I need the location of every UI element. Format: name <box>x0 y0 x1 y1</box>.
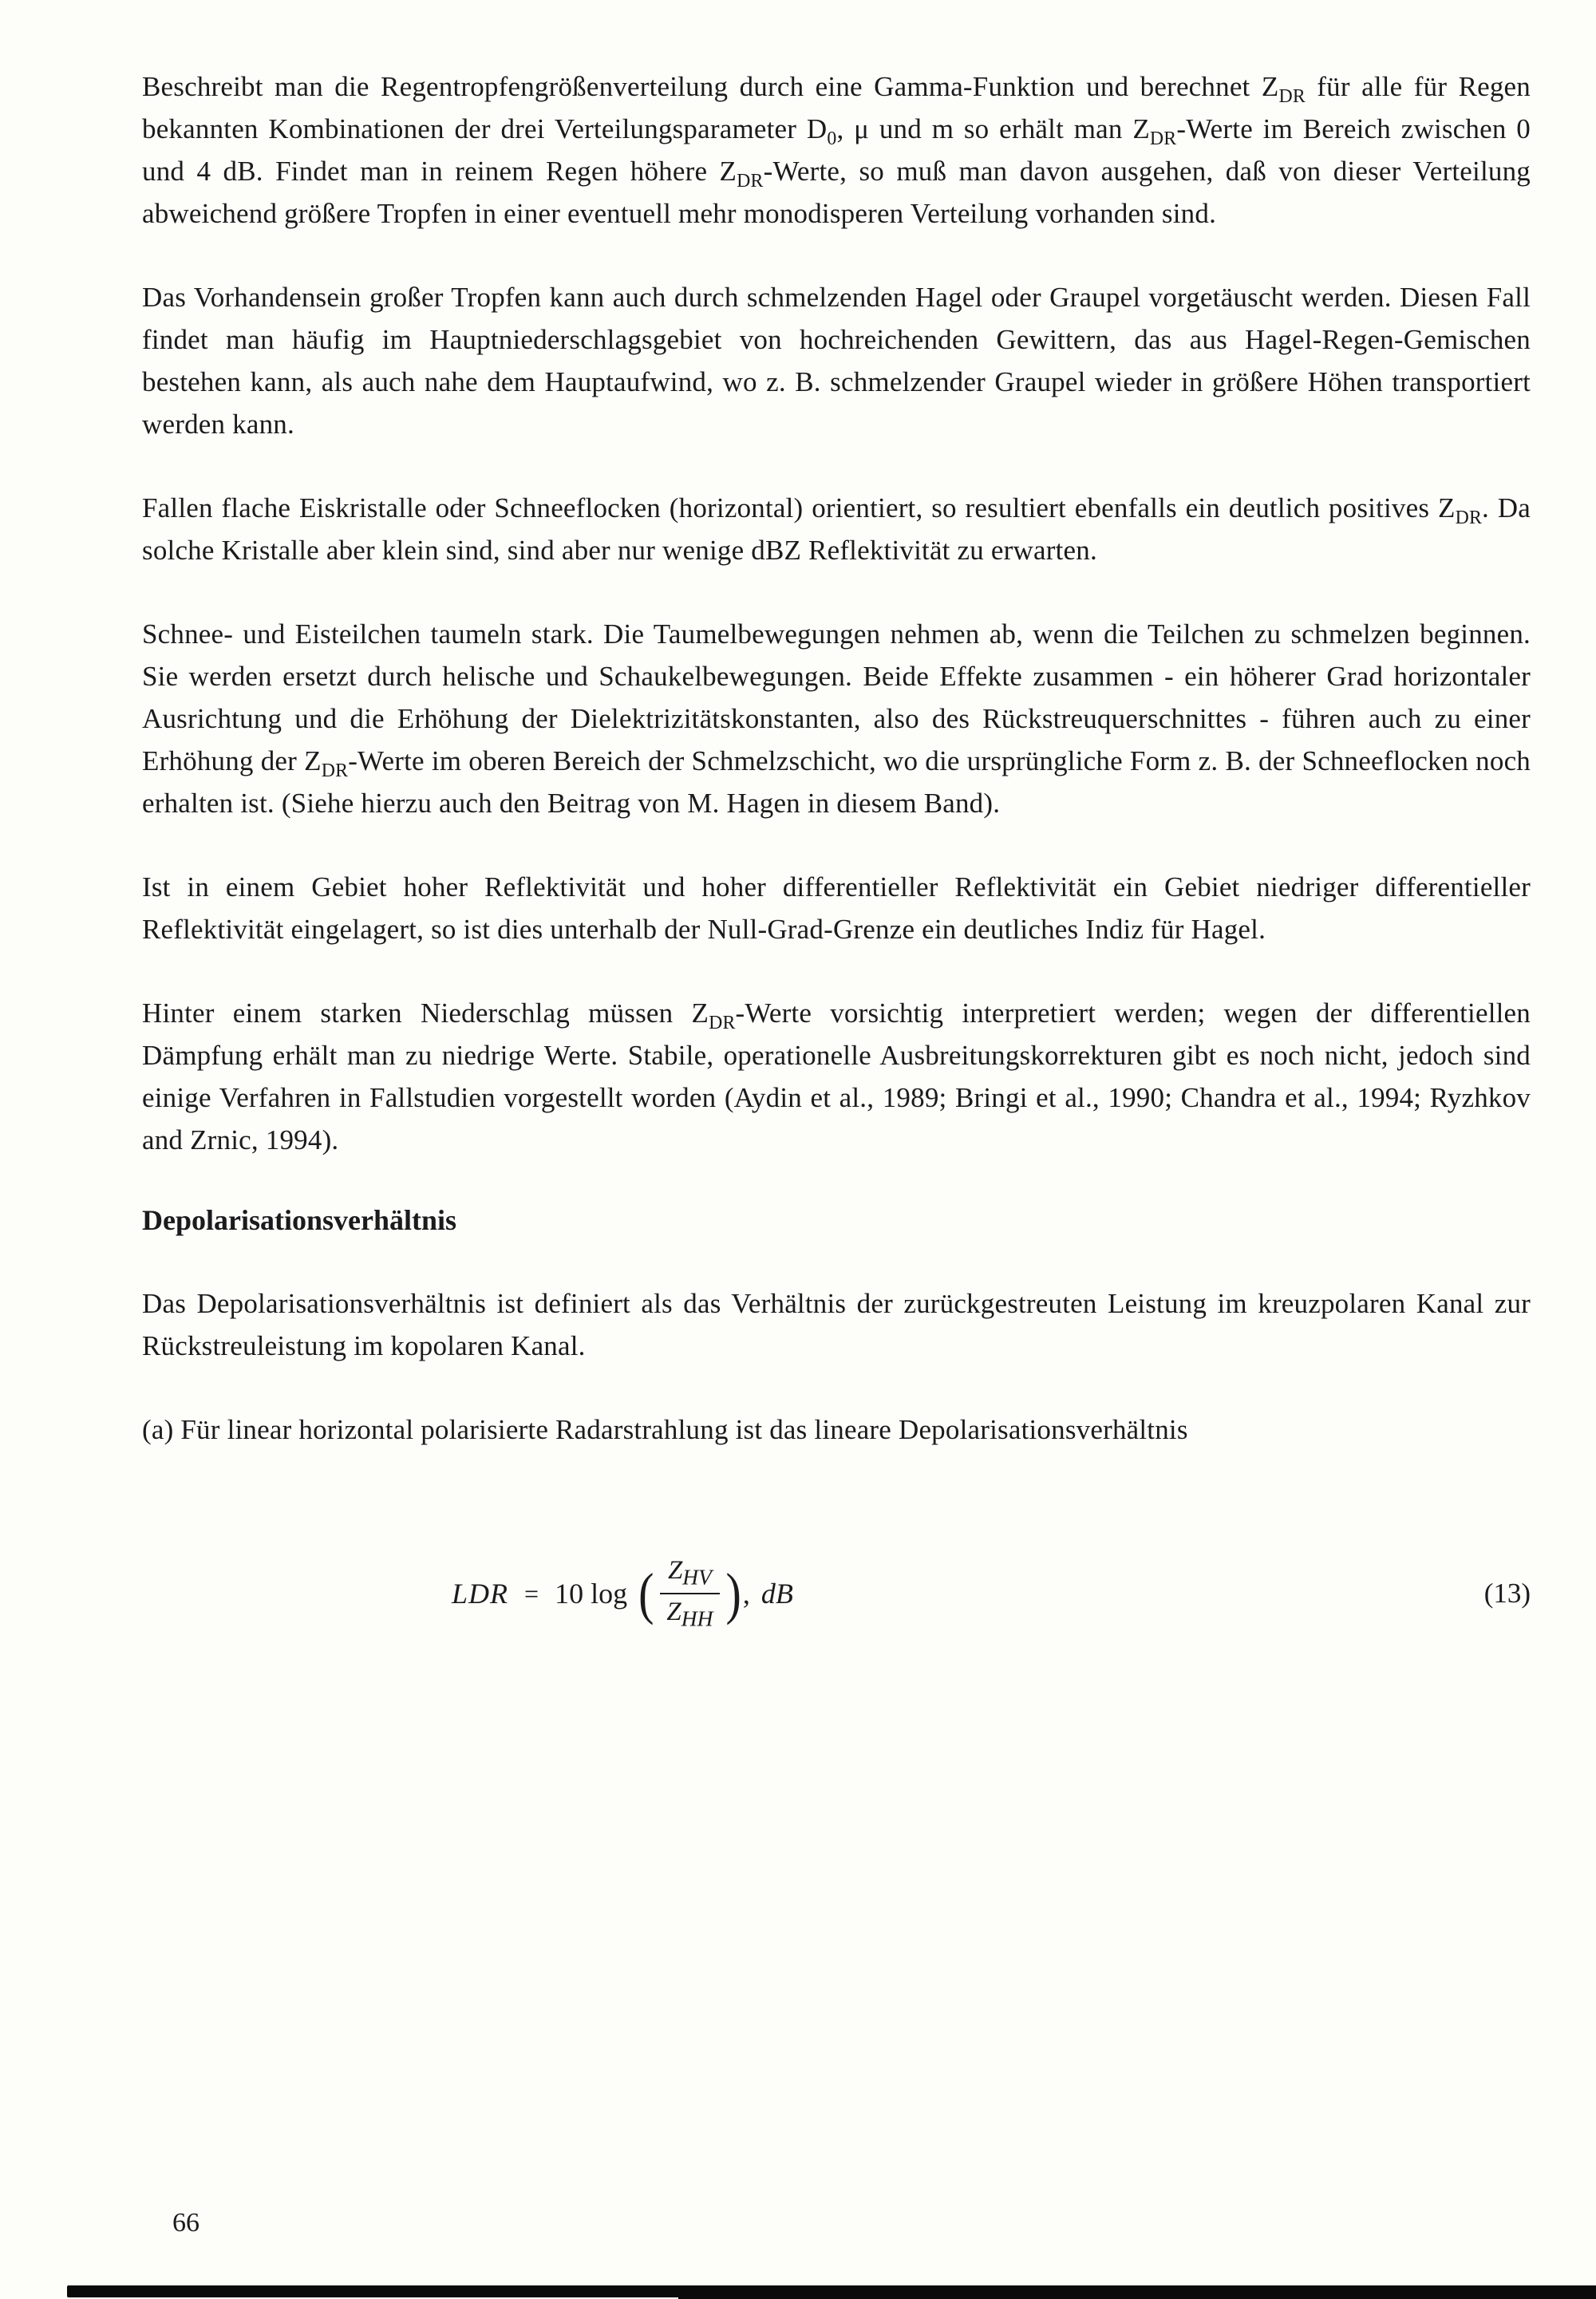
paragraph-definition-depolarisation: Das Depolarisationsverhältnis ist definiert als das Verhältnis der zurückgestreuten Leistung im kreuzpolaren Kanal zur Rückstreuleistung im kopolaren Kanal. <box>142 1288 1531 1361</box>
equation-coefficient: 10 log <box>555 1578 628 1610</box>
equals-sign: = <box>524 1578 539 1608</box>
paragraph-taumelbewegungen: Schnee- und Eisteilchen taumeln stark. Die Taumelbewegungen nehmen ab, wenn die Teilchen zu schmelzen beginnen. Sie werden ersetzt durch helische und Schaukelbewegungen. Beide Effekte zusammen - ein höherer Grad horizontaler Ausrichtung und die Erhöhung der Dielektrizitätskonstanten, also des Rückstreuquerschnittes - führen auch zu einer Erhöhung der $Z_{DR}$-Werte im oberen Bereich der Schmelzschicht, wo die ursprüngliche Form z. B. der Schneeflocken noch erhalten ist. (Siehe hierzu auch den Beitrag von M. Hagen in diesem Band). <box>142 618 1531 819</box>
open-parenthesis: ( <box>638 1560 654 1625</box>
equation-ldr <box>452 1553 793 1634</box>
paragraph-grosse-tropfen: Das Vorhandensein großer Tropfen kann auch durch schmelzenden Hagel oder Graupel vorgetäuscht werden. Diesen Fall findet man häufig im Hauptniederschlagsgebiet von hochreichenden Gewittern, das aus Hagel-Regen-Gemischen bestehen kann, als auch nahe dem Hauptaufwind, wo z. B. schmelzender Graupel wieder in größere Höhen transportiert werden kann. <box>142 282 1531 440</box>
paragraph-daempfung-referenzen: Hinter einem starken Niederschlag müssen $Z_{DR}$-Werte vorsichtig interpretiert werden; wegen der differentiellen Dämpfung erhält man zu niedrige Werte. Stabile, operationelle Ausbreitungskorrekturen gibt es noch nicht, jedoch sind einige Verfahren in Fallstudien vorgestellt worden (Aydin et al., 1989; Bringi et al., 1990; Chandra et al., 1994; Ryzhkov and Zrnic, 1994). <box>142 997 1531 1155</box>
equation-number: (13) <box>1483 1578 1531 1609</box>
scan-edge-artifact <box>67 2285 1596 2297</box>
fraction-numerator: $Z_{HV}$ <box>660 1553 720 1594</box>
equation-row <box>142 1534 1531 1653</box>
fraction <box>658 1553 721 1634</box>
section-heading-depolarisationsverhaeltnis: Depolarisationsverhältnis <box>142 1204 457 1236</box>
equation-comma: , <box>742 1578 750 1610</box>
page-number: 66 <box>172 2208 200 2238</box>
equation-lhs: LDR <box>452 1578 509 1610</box>
paragraph-hagel-indiz: Ist in einem Gebiet hoher Reflektivität und hoher differentieller Reflektivität ein Gebiet niedriger differentieller Reflektivität eingelagert, so ist dies unterhalb der Null-Grad-Grenze ein deutliches Indiz für Hagel. <box>142 871 1531 945</box>
paragraph-item-a: (a) Für linear horizontal polarisierte Radarstrahlung ist das lineare Depolarisationsverhältnis <box>142 1414 1188 1445</box>
fraction-denominator: $Z_{HH}$ <box>666 1598 713 1631</box>
paragraph-zdr-gamma: Beschreibt man die Regentropfengrößenverteilung durch eine Gamma-Funktion und berechnet $Z_{DR}$ für alle für Regen bekannten Kombinationen der drei Verteilungsparameter $D_0$, μ und m so erhält man $Z_{DR}$-Werte im Bereich zwischen 0 und 4 dB. Findet man in reinem Regen höhere $Z_{DR}$-Werte, so muß man davon ausgehen, daß von dieser Verteilung abweichend größere Tropfen in einer eventuell mehr monodisperen Verteilung vorhanden sind. <box>142 71 1531 229</box>
close-parenthesis: ) <box>725 1560 741 1625</box>
paragraph-eiskristalle: Fallen flache Eiskristalle oder Schneeflocken (horizontal) orientiert, so resultiert ebenfalls ein deutlich positives $Z_{DR}$. Da solche Kristalle aber klein sind, sind aber nur wenige dBZ Reflektivität zu erwarten. <box>142 492 1531 566</box>
equation-unit: dB <box>760 1578 793 1610</box>
